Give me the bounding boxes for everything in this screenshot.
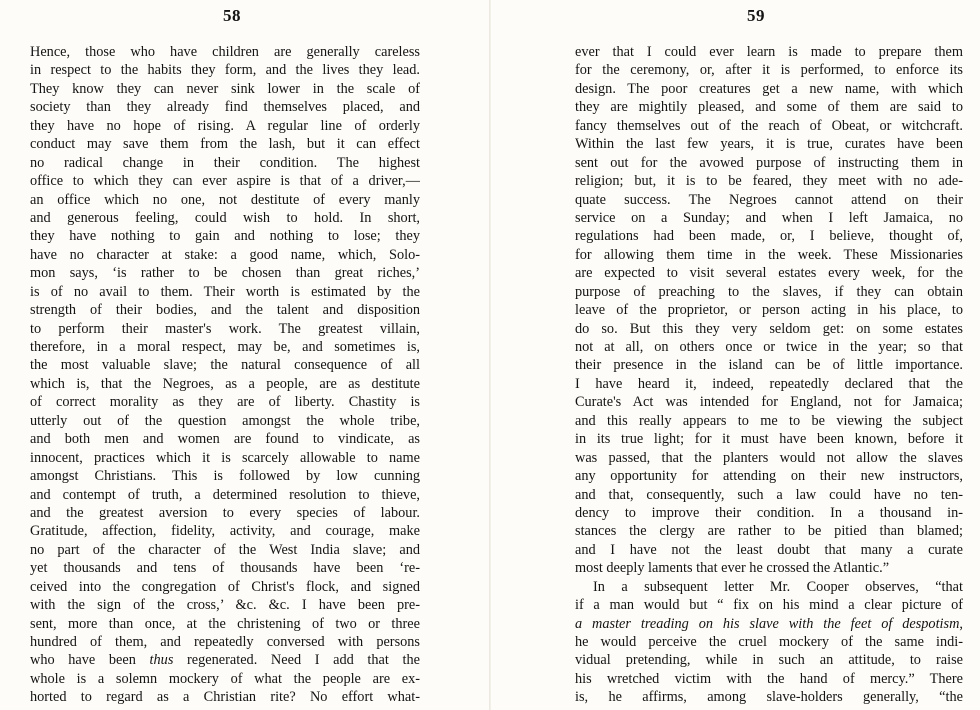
right-page-text (575, 43, 963, 707)
text-line: most deeply laments that ever he crossed the Atlantic.” (575, 560, 890, 577)
text-line: they are mightily pleased, and some of them are said to (575, 99, 963, 116)
text-line: utterly out of the question amongst the whole tribe, (30, 412, 420, 429)
left-page-number: 58 (223, 6, 241, 25)
text-line: his wretched victim with the hand of mercy.” There (575, 670, 963, 687)
text-line: In a subsequent letter Mr. Cooper observes, “that (593, 578, 963, 595)
text-line: if a man would but “ fix on his mind a clear picture of (575, 597, 963, 614)
text-line: he would perceive the cruel mockery of the same indi- (575, 634, 963, 650)
text-line: they have nothing to gain and nothing to lose; they (30, 228, 420, 245)
text-line: ever that I could ever learn is made to prepare them (575, 44, 963, 60)
text-line: innocent, practices which it is scarcely allowable to name (30, 449, 420, 466)
text-line: have no character at stake: a good name, which, Solo- (30, 246, 420, 263)
text-line: and the greatest aversion to every species of labour. (30, 504, 420, 521)
text-line: their presence in the island can be of little importance. (575, 357, 963, 374)
text-line: strength of their bodies, and the talent and disposition (30, 302, 420, 319)
text-line: with the sign of the cross,’ &c. &c. I have been pre- (30, 597, 420, 614)
text-line: sent, more than once, at the christening of two or three (30, 615, 420, 632)
text-line: religion; but, it is to be feared, they meet with no ade- (575, 173, 963, 190)
text-line: the most valuable slave; the natural consequence of all (30, 357, 420, 374)
text-line: and generous feeling, could wish to hold. In short, (30, 209, 420, 226)
text-line: who have been thus regenerated. Need I add that the (30, 652, 420, 669)
text-line: and this really appears to me to be viewing the subject (575, 412, 963, 429)
text-line: for the ceremony, or, after it is performed, to enforce its (575, 62, 963, 79)
text-line: quate success. The Negroes cannot attend on their (575, 191, 963, 208)
text-line: dency to improve their condition. In a thousand in- (575, 504, 963, 521)
text-line: no radical change in their condition. The highest (30, 154, 420, 171)
text-line: I have heard it, indeed, repeatedly declared that the (575, 375, 963, 392)
text-line: mon says, ‘is rather to be chosen than great riches,’ (30, 265, 420, 282)
text-line: Curate's Act was intended for England, not for Jamaica; (575, 394, 963, 411)
text-line: a master treading on his slave with the feet of despotism, (575, 615, 963, 632)
text-line: office to which they can ever aspire is that of a driver,— (30, 173, 420, 190)
right-page (490, 0, 980, 710)
text-line: in respect to the habits they form, and the lives they lead. (30, 62, 420, 79)
text-line: therefore, in a moral respect, may be, and sometimes is, (30, 339, 420, 355)
text-line: Gratitude, affection, fidelity, activity, and courage, make (30, 523, 420, 540)
text-line: for allowing them time in the week. These Missionaries (575, 246, 963, 263)
text-line: leave of the proprietor, or person acting in his place, to (575, 302, 963, 319)
text-line: society than they already find themselves placed, and (30, 99, 420, 116)
text-line: vidual pretending, while in such an attitude, to raise (575, 652, 963, 669)
text-line: of correct morality as they are of liberty. Chastity is (30, 394, 420, 411)
text-line: design. The poor creatures get a new name, with which (575, 80, 963, 97)
text-line: regulations had been made, or, I believe, thought of, (575, 228, 963, 245)
text-line: horted to regard as a Christian rite? No effort what- (30, 689, 420, 706)
text-line: and contempt of truth, a determined resolution to thieve, (30, 486, 420, 503)
text-line: they have no hope of rising. A regular line of orderly (30, 117, 420, 134)
right-page-number: 59 (747, 6, 765, 25)
text-line: service on a Sunday; and when I left Jamaica, no (575, 209, 963, 226)
text-line: no part of the character of the West India slave; and (30, 541, 420, 558)
text-line: an office which no one, not destitute of every manly (30, 191, 420, 208)
text-line: are expected to visit several estates every week, for the (575, 265, 963, 282)
text-line: is, he affirms, among slave-holders generally, “the (575, 689, 963, 706)
text-line: sent out for the avowed purpose of instructing them in (575, 154, 963, 171)
text-line: yet thousands and tens of thousands have been ‘re- (30, 560, 420, 577)
text-line: stances the clergy are rather to be pitied than blamed; (575, 523, 963, 540)
text-line: not at all, on others once or twice in the year; so that (575, 339, 963, 355)
text-line: They know they can never sink lower in the scale of (30, 80, 420, 97)
text-line: hundred of them, and repeatedly conversed with persons (30, 634, 420, 650)
text-line: and both men and women are found to vindicate, as (30, 431, 420, 448)
text-line: and that, consequently, such a law could have no ten- (575, 486, 963, 503)
text-line: conduct may save them from the lash, but it can effect (30, 136, 420, 153)
text-line: in its true light; for it must have been known, before it (575, 431, 963, 448)
text-line: purpose of preaching to the slaves, if they can obtain (575, 283, 963, 300)
text-line: ceived into the congregation of Christ's flock, and signed (30, 578, 420, 595)
text-line: do so. But this they very seldom get: on some estates (575, 320, 963, 337)
text-line: whole is a solemn mockery of what the people are ex- (30, 670, 420, 687)
text-line: was passed, that the planters would not allow the slaves (575, 449, 963, 466)
text-line: fancy themselves out of the reach of Obeat, or witchcraft. (575, 117, 963, 134)
text-line: Hence, those who have children are generally careless (30, 44, 420, 60)
text-line: to perform their master's work. The greatest villain, (30, 320, 420, 337)
text-line: and I have not the least doubt that many a curate (575, 541, 963, 558)
text-line: Within the last few years, it is true, curates have been (575, 136, 963, 153)
text-line: which is, that the Negroes, as a people, are as destitute (30, 375, 420, 392)
text-line: amongst Christians. This is followed by low cunning (30, 468, 420, 485)
left-page-text (30, 43, 420, 707)
text-line: any opportunity for attending on their new instructors, (575, 468, 963, 485)
text-line: is of no avail to them. Their worth is estimated by the (30, 283, 420, 300)
